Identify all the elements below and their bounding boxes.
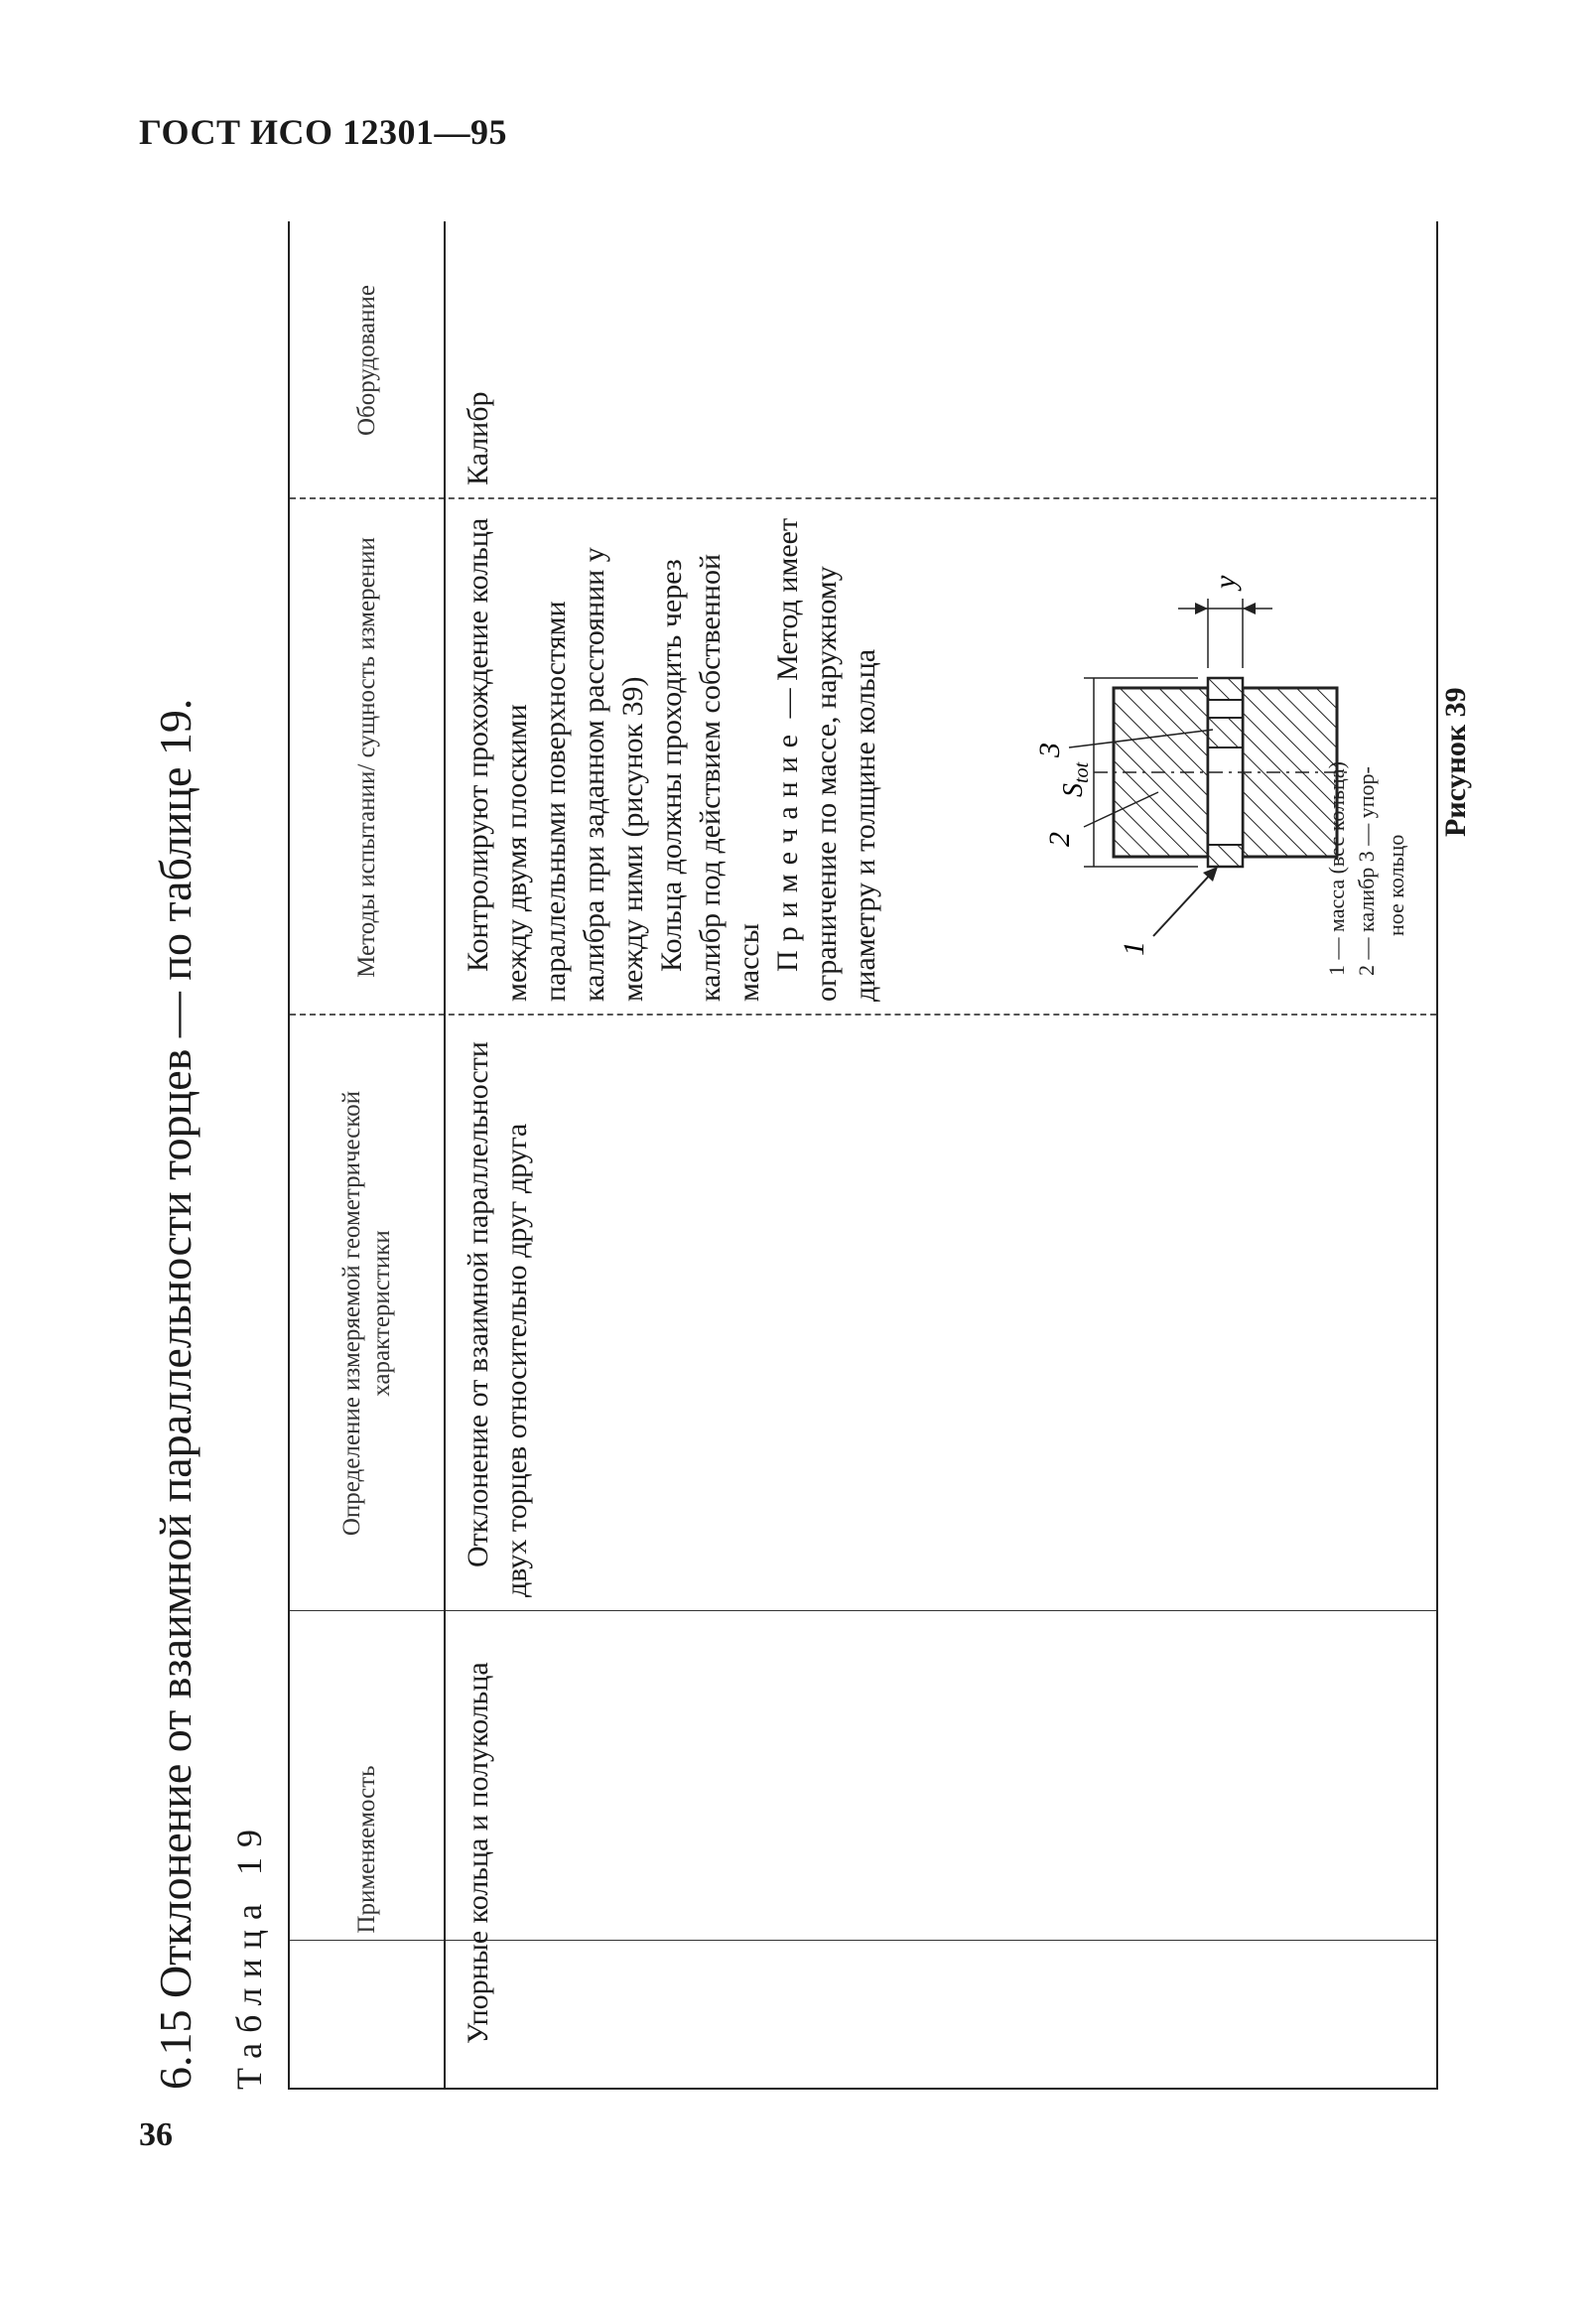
- cell-method: [459, 499, 1472, 1016]
- definition-text: Отклонение от взаимной параллельности двух торцев относительно друг друга: [462, 1041, 533, 1597]
- page-number: 36: [139, 2116, 173, 2153]
- label-s-sub: tot: [1071, 761, 1093, 783]
- table-caption: Таблица 19: [229, 1820, 269, 2090]
- legend-line-1: 1 — масса (вес кольца): [1324, 761, 1349, 976]
- rotated-content: [149, 204, 1472, 2090]
- figure-legend: [1322, 761, 1411, 976]
- method-paragraph-1: Контролируют прохождение кольца между двумя плоскими параллельными поверхностями калибра при заданном расстоянии у между ними (рисунок 39): [462, 517, 649, 1002]
- figure-label-y: y: [1209, 575, 1242, 589]
- method-paragraph-2: Кольца должны проходить через калибр под действием собственной массы: [655, 554, 765, 1002]
- applicability-text: Упорные кольца и полукольца: [462, 1662, 494, 2044]
- ring-section-left: [1208, 845, 1243, 867]
- method-note: [768, 513, 884, 1002]
- header-applicability: Применяемость: [352, 1765, 380, 1934]
- figure-label-s: [1058, 761, 1093, 797]
- table-19: [288, 221, 1472, 2090]
- figure-label-1: 1: [1118, 941, 1150, 956]
- document-header: ГОСТ ИСО 12301—95: [139, 112, 507, 152]
- cell-applicability: [459, 1611, 497, 2088]
- figure-label-2: 2: [1043, 832, 1076, 847]
- section-title: 6.15 Отклонение от взаимной параллельности торцев — по таблице 19.: [150, 698, 200, 2090]
- header-equipment: Оборудование: [352, 285, 380, 437]
- cell-definition: [459, 1016, 536, 1611]
- table-header-row: [290, 221, 446, 2088]
- note-label: Примечание: [771, 725, 804, 972]
- label-s-main: S: [1058, 783, 1089, 797]
- equipment-text: Калибр: [462, 391, 494, 485]
- legend-line-2: 2 — калибр 3 — упор-: [1354, 766, 1379, 976]
- ring-section-right: [1208, 678, 1243, 700]
- header-method: Методы испытании/ сущность измерении: [352, 537, 380, 978]
- note-text: — Метод имеет ограничение по массе, наружному диаметру и толщине кольца: [771, 517, 881, 1002]
- stop-ring: [1208, 718, 1243, 748]
- cell-equipment: [459, 221, 497, 499]
- figure-label-3: 3: [1033, 743, 1066, 757]
- figure-caption: Рисунок 39: [1439, 687, 1472, 837]
- legend-line-3: ное кольцо: [1384, 834, 1408, 936]
- header-definition: Определение измеряемой геометрической характеристики: [337, 1090, 395, 1537]
